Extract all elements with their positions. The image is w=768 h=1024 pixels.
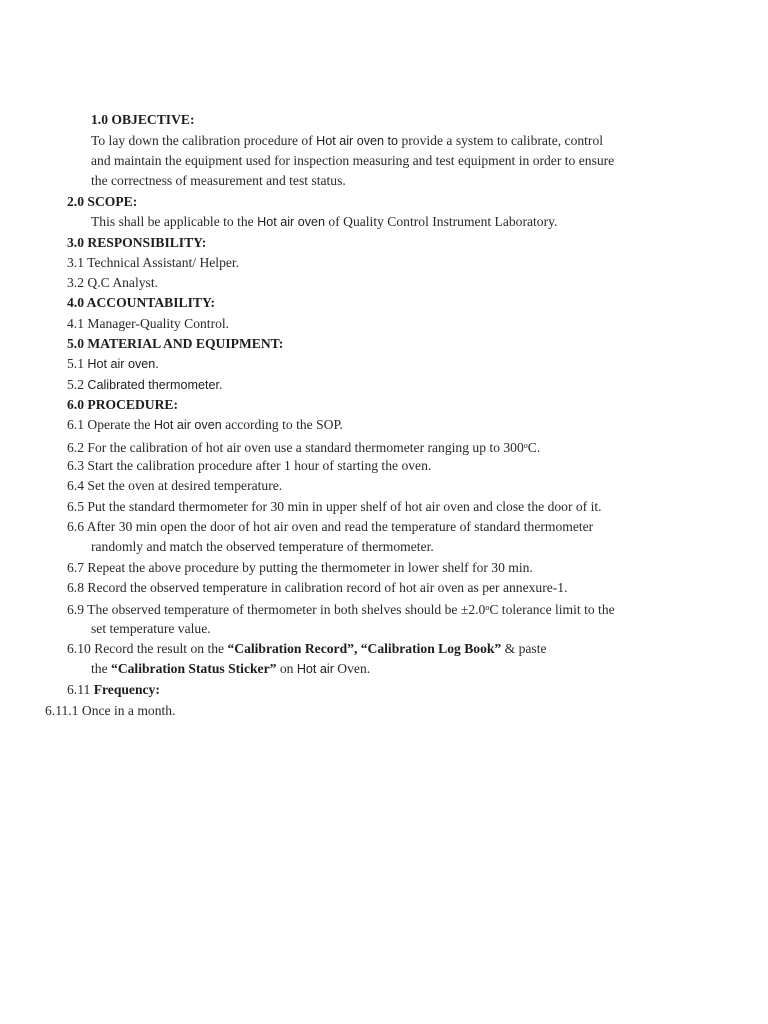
procedure-item-6-11-1: 6.11.1 Once in a month.	[45, 703, 176, 718]
scope-line: This shall be applicable to the Hot air oven of Quality Control Instrument Laboratory.	[91, 214, 558, 229]
procedure-heading: 6.0 PROCEDURE:	[67, 397, 179, 412]
procedure-item-6-2: 6.2 For the calibration of hot air oven use a standard thermometer ranging up to 300$^o$C.	[67, 440, 541, 455]
procedure-item-6-8: 6.8 Record the observed temperature in calibration record of hot air oven as per annexure-1.	[67, 580, 568, 595]
procedure-item-6-11: 6.11 Frequency:	[67, 682, 160, 697]
procedure-item-6-4: 6.4 Set the oven at desired temperature.	[67, 478, 283, 493]
procedure-item-6-10-cont: the “Calibration Status Sticker” on Hot air Oven.	[91, 661, 371, 676]
procedure-item-6-1: 6.1 Operate the Hot air oven according to the SOP.	[67, 417, 343, 432]
objective-line-2: and maintain the equipment used for inspection measuring and test equipment in order to ensure	[91, 153, 615, 168]
objective-line-1: To lay down the calibration procedure of Hot air oven to provide a system to calibrate, control	[91, 133, 604, 148]
material-heading: 5.0 MATERIAL AND EQUIPMENT:	[67, 336, 284, 351]
responsibility-item-2: 3.2 Q.C Analyst.	[67, 275, 159, 290]
material-item-2: 5.2 Calibrated thermometer.	[67, 377, 223, 392]
accountability-item-1: 4.1 Manager-Quality Control.	[67, 316, 230, 331]
procedure-item-6-6: 6.6 After 30 min open the door of hot air oven and read the temperature of standard thermometer	[67, 519, 594, 534]
material-item-1: 5.1 Hot air oven.	[67, 356, 159, 371]
procedure-item-6-9: 6.9 The observed temperature of thermometer in both shelves should be $\pm 2.0^oC$ tolerance limit to the	[67, 602, 615, 617]
accountability-heading: 4.0 ACCOUNTABILITY:	[67, 295, 216, 310]
procedure-item-6-5: 6.5 Put the standard thermometer for 30 min in upper shelf of hot air oven and close the door of it.	[67, 499, 602, 514]
objective-heading: 1.0 OBJECTIVE:	[91, 112, 195, 127]
procedure-item-6-10: 6.10 Record the result on the “Calibration Record”, “Calibration Log Book” & paste	[67, 641, 547, 656]
procedure-item-6-9-cont: set temperature value.	[91, 621, 211, 636]
procedure-item-6-6-cont: randomly and match the observed temperature of thermometer.	[91, 539, 434, 554]
scope-heading: 2.0 SCOPE:	[67, 194, 138, 209]
procedure-item-6-3: 6.3 Start the calibration procedure after 1 hour of starting the oven.	[67, 458, 432, 473]
procedure-item-6-7: 6.7 Repeat the above procedure by putting the thermometer in lower shelf for 30 min.	[67, 560, 533, 575]
objective-line-3: the correctness of measurement and test status.	[91, 173, 346, 188]
responsibility-item-1: 3.1 Technical Assistant/ Helper.	[67, 255, 240, 270]
responsibility-heading: 3.0 RESPONSIBILITY:	[67, 235, 207, 250]
